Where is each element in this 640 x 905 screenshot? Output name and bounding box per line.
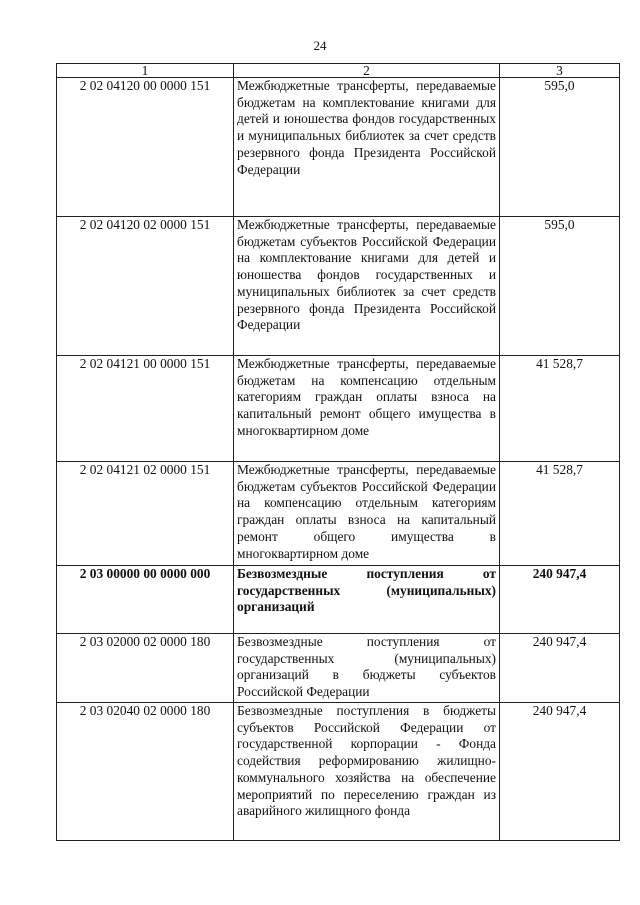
table-row <box>57 217 620 356</box>
row-name: Межбюджетные трансферты, передаваемые бюджетам на компенсацию отдельным категориям граждан оплаты взноса на капитальный ремонт общего имущества в многоквартирном доме <box>234 356 500 462</box>
table-row <box>57 356 620 462</box>
row-code: 2 03 02040 02 0000 180 <box>57 703 234 841</box>
row-amount: 240 947,4 <box>500 703 620 841</box>
row-name: Межбюджетные трансферты, передаваемые бюджетам субъектов Российской Федерации на компенсацию отдельным категориям граждан оплаты взноса на капитальный ремонт общего имущества в многоквартирном доме <box>234 462 500 566</box>
budget-table <box>56 63 620 841</box>
row-amount: 41 528,7 <box>500 356 620 462</box>
row-code: 2 02 04121 00 0000 151 <box>57 356 234 462</box>
table-header-row <box>57 64 620 78</box>
column-header-code: 1 <box>57 64 234 78</box>
table-row <box>57 634 620 703</box>
row-code: 2 02 04120 00 0000 151 <box>57 78 234 217</box>
row-amount: 595,0 <box>500 217 620 356</box>
table-row <box>57 703 620 841</box>
row-amount: 595,0 <box>500 78 620 217</box>
table-row <box>57 566 620 634</box>
column-header-amount: 3 <box>500 64 620 78</box>
row-amount: 240 947,4 <box>500 566 620 634</box>
table-row <box>57 462 620 566</box>
row-code: 2 03 00000 00 0000 000 <box>57 566 234 634</box>
row-code: 2 02 04120 02 0000 151 <box>57 217 234 356</box>
column-header-name: 2 <box>234 64 500 78</box>
table-row <box>57 78 620 217</box>
row-amount: 240 947,4 <box>500 634 620 703</box>
row-amount: 41 528,7 <box>500 462 620 566</box>
row-name: Безвозмездные поступления от государственных (муниципальных) организаций <box>234 566 500 634</box>
row-name: Безвозмездные поступления от государственных (муниципальных) организаций в бюджеты субъектов Российской Федерации <box>234 634 500 703</box>
row-name: Межбюджетные трансферты, передаваемые бюджетам субъектов Российской Федерации на комплектование книгами для детей и юношества фондов государственных и муниципальных библиотек за счет средств резервного фонда Президента Российской Федерации <box>234 217 500 356</box>
row-code: 2 03 02000 02 0000 180 <box>57 634 234 703</box>
row-name: Безвозмездные поступления в бюджеты субъектов Российской Федерации от государственной корпорации - Фонда содействия реформированию жилищно-коммунального хозяйства на обеспечение мероприятий по переселению граждан из аварийного жилищного фонда <box>234 703 500 841</box>
row-code: 2 02 04121 02 0000 151 <box>57 462 234 566</box>
page-number: 24 <box>313 38 327 53</box>
row-name: Межбюджетные трансферты, передаваемые бюджетам на комплектование книгами для детей и юношества фондов государственных и муниципальных библиотек за счет средств резервного фонда Президента Российской Федерации <box>234 78 500 217</box>
